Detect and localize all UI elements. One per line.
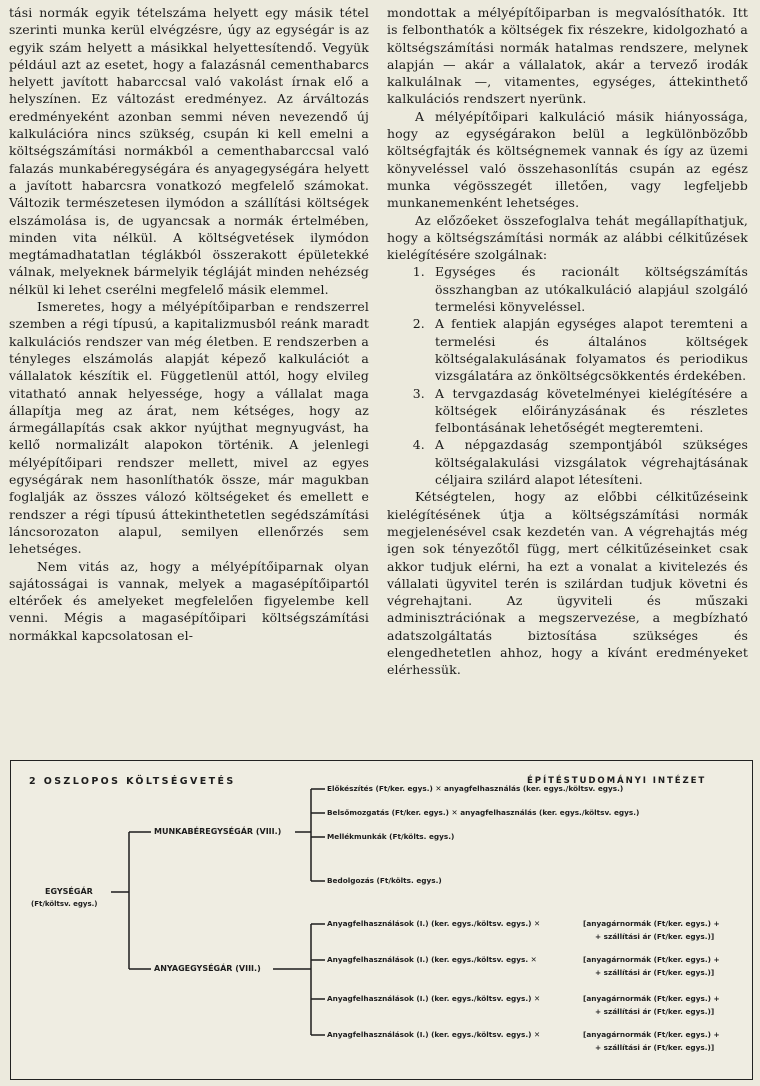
- paragraph: A mélyépítőipari kalkuláció másik hiányossága, hogy az egységárakon belül a legkülönbözőbb költségfajták és költségnemek vannak és így az üzemi könyveléssel való összehasonlítás csupán az egész munka végösszegét illetően, vagy legfeljebb munkanemenként lehetséges.: [387, 108, 748, 211]
- list-item: 1. Egységes és racionált költségszámítás összhangban az utókalkuláció alapjául szolgáló termelési könyveléssel.: [429, 263, 748, 315]
- paragraph: Az előzőeket összefoglalva tehát megállapíthatjuk, hogy a költségszámítási normák az alábbi célkitűzések kielégítésére szolgálnak:: [387, 212, 748, 263]
- objectives-list: [387, 263, 748, 488]
- diagram-title: 2 OSZLOPOS KÖLTSÉGVETÉS: [29, 776, 236, 787]
- right-text-column: [387, 4, 748, 679]
- material-item: Anyagfelhasználások (I.) (ker. egys./költsv. egys.) ✕: [327, 994, 541, 1003]
- list-item: 2. A fentiek alapján egységes alapot teremteni a termelési és általános költségek költségalakulásának folyamatos és periodikus vizsgálatára az önköltségcsökkentés érdekében.: [429, 315, 748, 384]
- labor-item: Bedolgozás (Ft/költs. egys.): [327, 876, 442, 885]
- paragraph: Kétségtelen, hogy az előbbi célkitűzéseink kielégítésének útja a költségszámítási normák megjelenésével csak kezdetén van. A végrehajtás még igen sok tényezőtől függ, mert célkitűzéseinket csak akkor tudjuk elérni, ha ezt a vonalat a kivitelezés és vállalati ügyvitel terén is szilárdan tudjuk követni és végrehajtani. Az ügyviteli és műszaki adminisztrációnak a megszervezése, a megbízható adatszolgáltatás biztosítása szükséges és elengedhetetlen ahhoz, hogy a kívánt eredményeket elérhessük.: [387, 489, 748, 678]
- list-item: 3. A tervgazdaság követelményei kielégítésére a költségek előirányzásának és részletes felbontásának lehetőségét megteremteni.: [429, 385, 748, 437]
- paragraph: mondottak a mélyépítőiparban is megvalósíthatók. Itt is felbonthatók a költségek fix részekre, kidolgozható a költségszámítási normák hatalmas rendszere, melynek alapján — akár a vállalatok, akár a tervező irodák kalkulálnak —, vitamentes, egységes, áttekinthető kalkulációs rendszert nyerünk.: [387, 5, 748, 107]
- material-item-formula: [anyagárnormák (Ft/ker. egys.) +: [583, 955, 720, 964]
- material-item-formula: [anyagárnormák (Ft/ker. egys.) +: [583, 994, 720, 1003]
- root-node-label: EGYSÉGÁR: [45, 887, 93, 896]
- cost-structure-diagram: [10, 760, 753, 1080]
- labor-item: Belsőmozgatás (Ft/ker. egys.) ✕ anyagfelhasználás (ker. egys./költsv. egys.): [327, 808, 640, 817]
- root-node-unit: (Ft/költsv. egys.): [31, 900, 98, 908]
- material-item-formula: + szállítási ár (Ft/ker. egys.)]: [595, 1007, 715, 1016]
- material-item-formula: [anyagárnormák (Ft/ker. egys.) +: [583, 1030, 720, 1039]
- paragraph: tási normák egyik tételszáma helyett egy másik tétel szerinti munka kerül elvégzésre, úgy az egységár is az egyik szám helyett a másikkal helyettesítendő. Vegyük például azt az esetet, hogy a falazásnál cementhabarcs helyett javított habarccsal való vakolást írnak elő a helyszínen. Ez változást eredményez. Az árváltozás eredményeként azonban semmi néven nevezendő új kalkulációra nincs szükség, csupán ki kell emelni a költségszámítási normákból a cementhabarccsal való falazás munkabéregységára és anyagegységára helyett a javított habarcsra vonatkozó megfelelő számokat. Változik természetesen ilymódon a szállítási költségek elszámolása is, de ugyancsak a normák értelmében, minden vita nélkül. A költségvetések ilymódon megtámadhatatlan téglákból összerakott épületekké válnak, melyeknek bármelyik tégláját minden nehézség nélkül ki lehet cserélni megfelelő másik elemmel.: [9, 5, 369, 297]
- paragraph: Nem vitás az, hogy a mélyépítőiparnak olyan sajátosságai is vannak, melyek a magasépítőipartól eltérőek és amelyeket megfelelően figyelembe kell venni. Mégis a magasépítőipari költségszámítási normákkal kapcsolatosan el-: [9, 558, 369, 643]
- material-unit-price-node: ANYAGEGYSÉGÁR (VIII.): [154, 964, 261, 973]
- material-item: Anyagfelhasználások (I.) (ker. egys./költsv. egys.) ✕: [327, 919, 541, 928]
- list-item: 4. A népgazdaság szempontjából szükséges költségalakulási vizsgálatok végrehajtásának céljaira szilárd alapot létesíteni.: [429, 436, 748, 488]
- institute-label: ÉPÍTÉSTUDOMÁNYI INTÉZET: [527, 776, 707, 786]
- material-item: Anyagfelhasználások (I.) (ker. egys./költsv. egys. ✕: [327, 955, 537, 964]
- paragraph: Ismeretes, hogy a mélyépítőiparban e rendszerrel szemben a régi típusú, a kapitalizmusból reánk maradt kalkulációs rendszer van még életben. E rendszerben a tényleges elszámolás alapját képező kalkulációt a vállalatok készítik el. Függetlenül attól, hogy elvileg vitatható annak helyessége, hogy a vállalat maga állapítja meg az árat, nem kétséges, hogy az ármegállapítás csak akkor nyújthat megnyugvást, ha kellő normalizált alapokon történik. A jelenlegi mélyépítőipari rendszer mellett, mivel az egyes egységárak nem hasonlíthatók össze, már magukban foglalják az összes válozó költségeket és emellett e rendszer a régi típusú áttekinthetetlen segédszámítási láncsorozaton alapul, semilyen ellenőrzés sem lehetséges.: [9, 299, 369, 557]
- material-item-formula: + szállítási ár (Ft/ker. egys.)]: [595, 1043, 715, 1052]
- material-item-formula: [anyagárnormák (Ft/ker. egys.) +: [583, 919, 720, 928]
- labor-item: Mellékmunkák (Ft/költs. egys.): [327, 832, 455, 841]
- labor-item: Előkészítés (Ft/ker. egys.) ✕ anyagfelhasználás (ker. egys./költsv. egys.): [327, 784, 624, 793]
- material-item-formula: + szállítási ár (Ft/ker. egys.)]: [595, 968, 715, 977]
- labor-unit-price-node: MUNKABÉREGYSÉGÁR (VIII.): [154, 827, 282, 836]
- material-item: Anyagfelhasználások (I.) (ker. egys./költsv. egys.) ✕: [327, 1030, 541, 1039]
- material-item-formula: + szállítási ár (Ft/ker. egys.)]: [595, 932, 715, 941]
- left-text-column: [9, 4, 369, 644]
